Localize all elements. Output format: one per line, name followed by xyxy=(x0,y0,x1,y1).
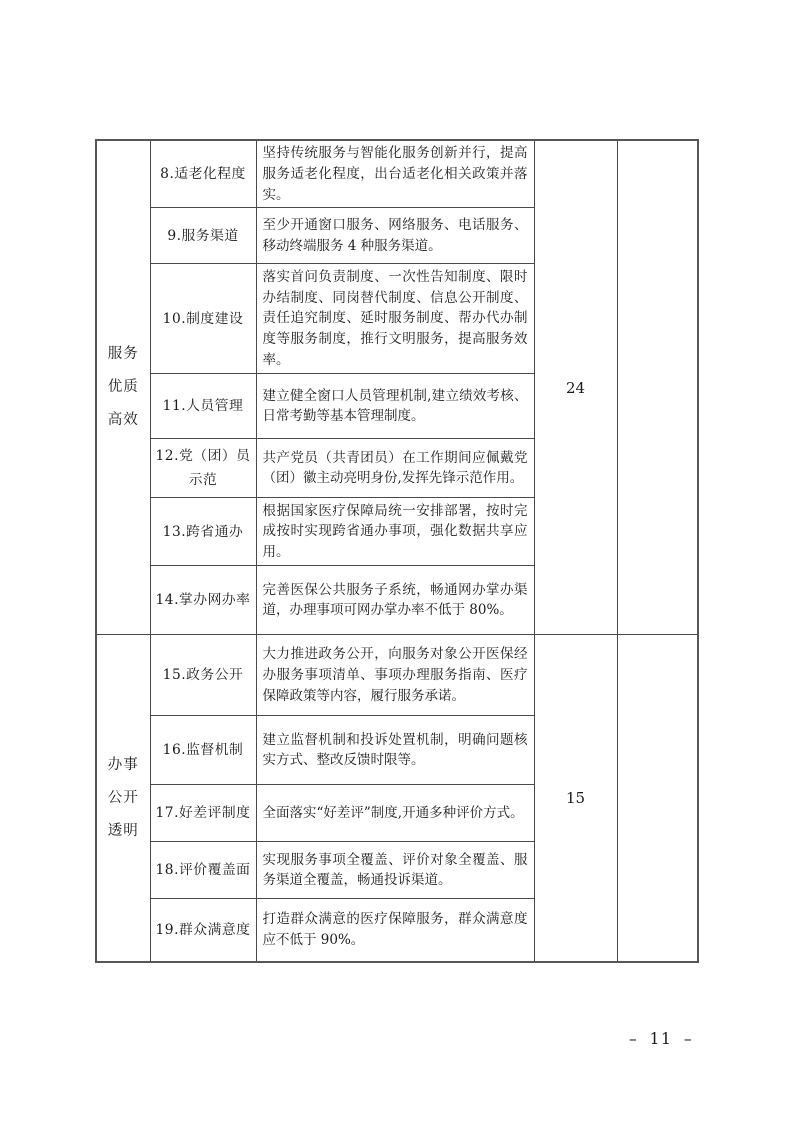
item-label-cell: 18.评价覆盖面 xyxy=(150,842,256,899)
item-label-cell: 12.党（团）员示范 xyxy=(150,439,256,498)
item-label-cell: 16.监督机制 xyxy=(150,716,256,785)
table-row xyxy=(96,140,698,208)
criteria-cell: 完善医保公共服务子系统，畅通网办掌办渠道，办理事项可网办掌办率不低于 80%。 xyxy=(256,566,534,635)
score-cell: 15 xyxy=(534,635,617,962)
page-number: – 11 – xyxy=(629,1030,694,1048)
criteria-cell: 至少开通窗口服务、网络服务、电话服务、移动终端服务 4 种服务渠道。 xyxy=(256,208,534,264)
remark-cell xyxy=(617,635,698,962)
item-label-cell: 19.群众满意度 xyxy=(150,899,256,962)
score-cell: 24 xyxy=(534,140,617,635)
criteria-cell: 根据国家医疗保障局统一安排部署，按时完成按时实现跨省通办事项，强化数据共享应用。 xyxy=(256,498,534,566)
criteria-cell: 大力推进政务公开，向服务对象公开医保经办服务事项清单、事项办理服务指南、医疗保障政策等内容，履行服务承诺。 xyxy=(256,635,534,716)
criteria-cell: 落实首问负责制度、一次性告知制度、限时办结制度、同岗替代制度、信息公开制度、责任追究制度、延时服务制度、帮办代办制度等服务制度，推行文明服务，提高服务效率。 xyxy=(256,264,534,374)
evaluation-table xyxy=(95,139,699,963)
item-label-cell: 15.政务公开 xyxy=(150,635,256,716)
item-label-cell: 9.服务渠道 xyxy=(150,208,256,264)
criteria-cell: 坚持传统服务与智能化服务创新并行，提高服务适老化程度，出台适老化相关政策并落实。 xyxy=(256,140,534,208)
table-row xyxy=(96,635,698,716)
item-label-cell: 13.跨省通办 xyxy=(150,498,256,566)
criteria-cell: 建立监督机制和投诉处置机制，明确问题核实方式、整改反馈时限等。 xyxy=(256,716,534,785)
category-cell xyxy=(96,635,150,962)
item-label-cell: 17.好差评制度 xyxy=(150,785,256,842)
category-label: 办事公开透明 xyxy=(107,756,139,839)
criteria-cell: 全面落实“好差评”制度,开通多种评价方式。 xyxy=(256,785,534,842)
criteria-cell: 共产党员（共青团员）在工作期间应佩戴党（团）徽主动亮明身份,发挥先锋示范作用。 xyxy=(256,439,534,498)
category-label: 服务优质高效 xyxy=(107,346,139,429)
item-label-cell: 8.适老化程度 xyxy=(150,140,256,208)
item-label-cell: 10.制度建设 xyxy=(150,264,256,374)
item-label-cell: 11.人员管理 xyxy=(150,374,256,439)
criteria-cell: 实现服务事项全覆盖、评价对象全覆盖、服务渠道全覆盖，畅通投诉渠道。 xyxy=(256,842,534,899)
item-label-cell: 14.掌办网办率 xyxy=(150,566,256,635)
evaluation-table-body xyxy=(96,140,698,962)
criteria-cell: 打造群众满意的医疗保障服务，群众满意度应不低于 90%。 xyxy=(256,899,534,962)
criteria-cell: 建立健全窗口人员管理机制,建立绩效考核、日常考勤等基本管理制度。 xyxy=(256,374,534,439)
remark-cell xyxy=(617,140,698,635)
category-cell xyxy=(96,140,150,635)
